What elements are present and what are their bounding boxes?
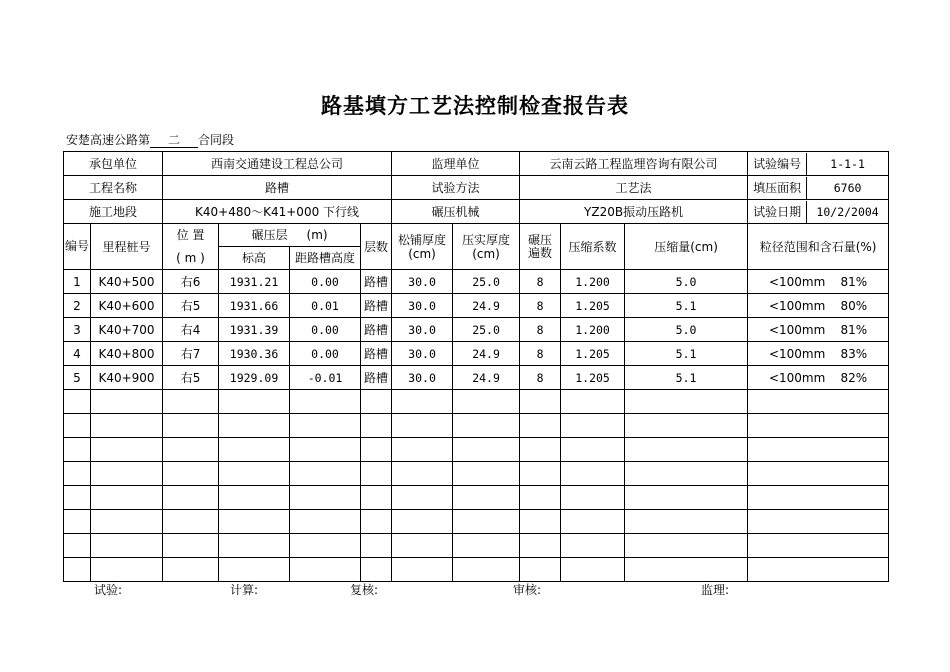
row-position: 右4: [163, 318, 219, 342]
row-station: K40+700: [91, 318, 163, 342]
info-row-2: [64, 176, 889, 200]
contractor-label: 承包单位: [64, 152, 163, 176]
footer-test: 试验:: [94, 583, 123, 597]
contract-prefix: 安楚高速公路第: [66, 133, 151, 147]
header-station: 里程桩号: [91, 224, 163, 270]
header-groove-height: 距路槽高度: [290, 247, 361, 270]
row-coef: 1.205: [561, 294, 625, 318]
header-elevation: 标高: [219, 247, 290, 270]
row-loose: 30.0: [392, 342, 453, 366]
row-coef: 1.200: [561, 318, 625, 342]
row-passes: 8: [520, 366, 561, 390]
empty-row: [64, 390, 889, 414]
row-station: K40+600: [91, 294, 163, 318]
test-no-value: 1-1-1: [830, 156, 865, 171]
header-passes: 碾压遍数: [520, 224, 561, 270]
empty-row: [64, 510, 889, 534]
header-row-1: [64, 224, 889, 247]
row-position: 右5: [163, 366, 219, 390]
area-cell: [748, 176, 889, 200]
header-grain: 粒径范围和含石量(%): [748, 224, 889, 270]
empty-row: [64, 558, 889, 582]
row-groove: 0.01: [290, 294, 361, 318]
footer-review: 复核:: [350, 583, 379, 597]
header-layer-group: 碾压层 (m): [219, 224, 361, 247]
row-compact: 24.9: [453, 294, 520, 318]
row-layers: 路槽: [361, 270, 392, 294]
empty-row: [64, 438, 889, 462]
project-value: 路槽: [163, 176, 392, 200]
signature-footer: [0, 581, 950, 599]
row-loose: 30.0: [392, 318, 453, 342]
machine-label: 碾压机械: [392, 200, 520, 224]
empty-row: [64, 486, 889, 510]
supervisor-label: 监理单位: [392, 152, 520, 176]
header-position-unit: ( m ): [163, 247, 219, 270]
row-passes: 8: [520, 294, 561, 318]
area-value: 6760: [833, 180, 862, 195]
footer-supervise: 监理:: [701, 583, 730, 597]
method-value: 工艺法: [520, 176, 748, 200]
row-comp: 5.1: [625, 366, 748, 390]
row-no: 5: [64, 366, 91, 390]
row-position: 右7: [163, 342, 219, 366]
row-groove: 0.00: [290, 270, 361, 294]
row-no: 4: [64, 342, 91, 366]
table-row: [64, 342, 889, 366]
row-loose: 30.0: [392, 366, 453, 390]
contract-line: [66, 131, 234, 148]
row-station: K40+500: [91, 270, 163, 294]
empty-row: [64, 534, 889, 558]
row-station: K40+800: [91, 342, 163, 366]
row-grain: <100mm 83%: [748, 342, 889, 366]
method-label: 试验方法: [392, 176, 520, 200]
report-title: 路基填方工艺法控制检查报告表: [321, 94, 629, 118]
row-grain: <100mm 81%: [748, 270, 889, 294]
row-groove: 0.00: [290, 318, 361, 342]
empty-row: [64, 462, 889, 486]
row-grain: <100mm 81%: [748, 318, 889, 342]
empty-row: [64, 414, 889, 438]
row-coef: 1.205: [561, 342, 625, 366]
row-grain: <100mm 82%: [748, 366, 889, 390]
row-grain: <100mm 80%: [748, 294, 889, 318]
info-row-3: [64, 200, 889, 224]
site-label: 施工地段: [64, 200, 163, 224]
header-loose-thickness: 松铺厚度(cm): [392, 224, 453, 270]
machine-value: YZ20B振动压路机: [520, 200, 748, 224]
row-comp: 5.1: [625, 342, 748, 366]
row-comp: 5.1: [625, 294, 748, 318]
row-loose: 30.0: [392, 270, 453, 294]
row-layers: 路槽: [361, 318, 392, 342]
table-row: [64, 318, 889, 342]
supervisor-value: 云南云路工程监理咨询有限公司: [520, 152, 748, 176]
table-row: [64, 270, 889, 294]
row-no: 2: [64, 294, 91, 318]
date-cell: [748, 200, 889, 224]
date-label: 试验日期: [748, 201, 807, 223]
header-coefficient: 压缩系数: [561, 224, 625, 270]
row-compact: 25.0: [453, 318, 520, 342]
contract-suffix: 合同段: [198, 133, 235, 147]
row-layers: 路槽: [361, 366, 392, 390]
row-loose: 30.0: [392, 294, 453, 318]
footer-audit: 审核:: [513, 583, 542, 597]
row-elevation: 1931.39: [219, 318, 290, 342]
row-station: K40+900: [91, 366, 163, 390]
row-position: 右6: [163, 270, 219, 294]
row-passes: 8: [520, 342, 561, 366]
row-no: 3: [64, 318, 91, 342]
contract-section: 二: [150, 134, 198, 148]
footer-calc: 计算:: [230, 583, 259, 597]
header-position-top: 位 置: [163, 224, 219, 247]
row-layers: 路槽: [361, 294, 392, 318]
row-position: 右5: [163, 294, 219, 318]
header-compression: 压缩量(cm): [625, 224, 748, 270]
test-no-label: 试验编号: [748, 153, 807, 175]
site-value: K40+480～K41+000 下行线: [163, 200, 392, 224]
header-compact-thickness: 压实厚度(cm): [453, 224, 520, 270]
row-elevation: 1931.66: [219, 294, 290, 318]
project-label: 工程名称: [64, 176, 163, 200]
header-no: 编号: [64, 224, 91, 270]
row-elevation: 1929.09: [219, 366, 290, 390]
row-groove: 0.00: [290, 342, 361, 366]
row-groove: -0.01: [290, 366, 361, 390]
table-row: [64, 366, 889, 390]
table-row: [64, 294, 889, 318]
row-comp: 5.0: [625, 318, 748, 342]
row-comp: 5.0: [625, 270, 748, 294]
test-no-cell: [748, 152, 889, 176]
report-table: [63, 151, 889, 582]
row-no: 1: [64, 270, 91, 294]
contractor-value: 西南交通建设工程总公司: [163, 152, 392, 176]
header-layers: 层数: [361, 224, 392, 270]
row-layers: 路槽: [361, 342, 392, 366]
row-elevation: 1930.36: [219, 342, 290, 366]
row-passes: 8: [520, 270, 561, 294]
row-elevation: 1931.21: [219, 270, 290, 294]
row-compact: 24.9: [453, 342, 520, 366]
area-label: 填压面积: [748, 177, 807, 199]
row-compact: 24.9: [453, 366, 520, 390]
row-coef: 1.200: [561, 270, 625, 294]
info-row-1: [64, 152, 889, 176]
row-compact: 25.0: [453, 270, 520, 294]
row-passes: 8: [520, 318, 561, 342]
date-value: 10/2/2004: [816, 204, 879, 219]
row-coef: 1.205: [561, 366, 625, 390]
